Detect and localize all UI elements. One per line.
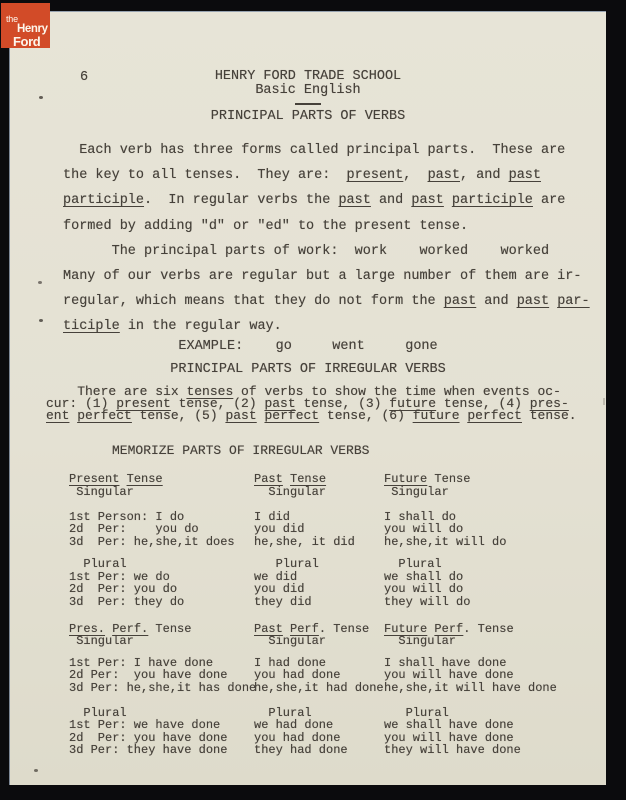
table-cell: you had done [254, 730, 341, 745]
table-cell: they will do [384, 594, 471, 609]
divider [295, 103, 321, 105]
example-line: EXAMPLE: go went gone [178, 338, 438, 354]
table-cell: you did [254, 522, 305, 537]
table-cell: he,she,it had done [254, 680, 384, 695]
table-cell: Present Tense [69, 472, 163, 487]
table-row [69, 635, 606, 647]
text-line: cur: (1) present tense, (2) past tense, (3) future tense, (4) pres- [46, 396, 569, 412]
table-cell: 1st Per: we have done [69, 718, 221, 733]
table-cell: you did [254, 582, 305, 597]
table-cell: you will have done [384, 668, 514, 683]
table-cell: we shall do [384, 569, 464, 584]
paragraph-regular-irregular [63, 239, 606, 340]
table-cell: 2d Per: you have done [69, 668, 228, 683]
table-row [69, 486, 606, 498]
document-header [10, 70, 606, 124]
table-cell: he,she,it will do [384, 534, 507, 549]
course-name: Basic English [255, 83, 361, 98]
table-cell: 2d Per: you have done [69, 730, 228, 745]
paragraph-principal-parts [63, 138, 606, 239]
text-line: ticiple in the regular way. [63, 319, 282, 335]
table-cell: Future Tense [384, 472, 471, 487]
table-cell: you will do [384, 582, 464, 597]
page-content [10, 12, 606, 757]
paragraph-six-tenses [46, 383, 606, 424]
table-cell: we had done [254, 718, 334, 733]
table-cell: I shall have done [384, 655, 507, 670]
table-cell: they will have done [384, 743, 521, 758]
table-cell: Plural [254, 705, 312, 720]
table-cell: they did [254, 594, 312, 609]
memorize-heading: MEMORIZE PARTS OF IRREGULAR VERBS [112, 442, 370, 458]
table-cell: 2d Per: you do [69, 582, 178, 597]
table-row [69, 744, 606, 756]
table-cell: Singular [69, 484, 134, 499]
table-cell: Plural [384, 557, 442, 572]
page-title: PRINCIPAL PARTS OF VERBS [210, 109, 406, 124]
table-cell: you will do [384, 522, 464, 537]
logo-text-henry: Henry [17, 23, 48, 35]
table-cell: we did [254, 569, 298, 584]
table-cell: Future Perf. Tense [384, 621, 514, 636]
text-line: The principal parts of work: work worked worked [63, 243, 550, 259]
table-cell: 1st Person: I do [69, 510, 185, 525]
table-row [69, 596, 606, 608]
text-line: Many of our verbs are regular but a large number of them are ir- [63, 269, 582, 285]
table-cell: Singular [384, 484, 449, 499]
logo-text-ford: Ford [13, 34, 41, 49]
table-cell: I shall do [384, 510, 457, 525]
text-line: ent perfect tense, (5) past perfect tense, (6) future perfect tense. [46, 408, 577, 424]
table-cell: Singular [69, 634, 134, 649]
document-page [10, 12, 606, 785]
table-cell: 1st Per: we do [69, 569, 170, 584]
text-line: the key to all tenses. They are: present, past, and past [63, 168, 541, 184]
table-cell: Past Perf. Tense [254, 621, 370, 636]
verb-table [69, 473, 606, 756]
table-cell: 1st Per: I have done [69, 655, 214, 670]
table-cell: Singular [254, 634, 327, 649]
table-cell: I did [254, 510, 291, 525]
table-cell: they had done [254, 743, 348, 758]
table-cell: 3d Per: he,she,it has done [69, 680, 257, 695]
text-line: regular, which means that they do not form the past and past par- [63, 294, 590, 310]
irregular-verbs-heading: PRINCIPAL PARTS OF IRREGULAR VERBS [170, 361, 446, 377]
table-cell: you had done [254, 668, 341, 683]
table-row [69, 473, 606, 485]
table-cell: Singular [384, 634, 457, 649]
table-row [69, 536, 606, 548]
text-line: Each verb has three forms called principal parts. These are [63, 143, 566, 158]
margin-dot [34, 769, 38, 772]
table-row [69, 623, 606, 635]
table-row [69, 682, 606, 694]
table-cell: he,she,it will have done [384, 680, 557, 695]
table-cell: 2d Per: you do [69, 522, 199, 537]
table-cell: Plural [69, 705, 127, 720]
table-cell: 3d Per: they have done [69, 743, 228, 758]
text-line: formed by adding "d" or "ed" to the present tense. [63, 218, 469, 234]
table-cell: you will have done [384, 730, 514, 745]
logo-text-the: the [6, 14, 18, 24]
table-cell: 3d Per: they do [69, 594, 185, 609]
table-cell: Plural [254, 557, 319, 572]
school-name: HENRY FORD TRADE SCHOOL [214, 69, 402, 84]
table-cell: I had done [254, 655, 327, 670]
text-line: participle. In regular verbs the past and past participle are [63, 193, 566, 209]
table-cell: he,she, it did [254, 534, 355, 549]
table-cell: we shall have done [384, 718, 514, 733]
table-cell: Plural [384, 705, 449, 720]
table-cell: Singular [254, 484, 327, 499]
table-cell: 3d Per: he,she,it does [69, 534, 235, 549]
page-number: 6 [80, 70, 89, 85]
text-line: There are six tenses of verbs to show the time when events oc- [46, 383, 561, 399]
table-cell: Past Tense [254, 472, 327, 487]
table-cell: Plural [69, 557, 127, 572]
table-cell: Pres. Perf. Tense [69, 621, 192, 636]
henry-ford-logo [1, 3, 50, 48]
